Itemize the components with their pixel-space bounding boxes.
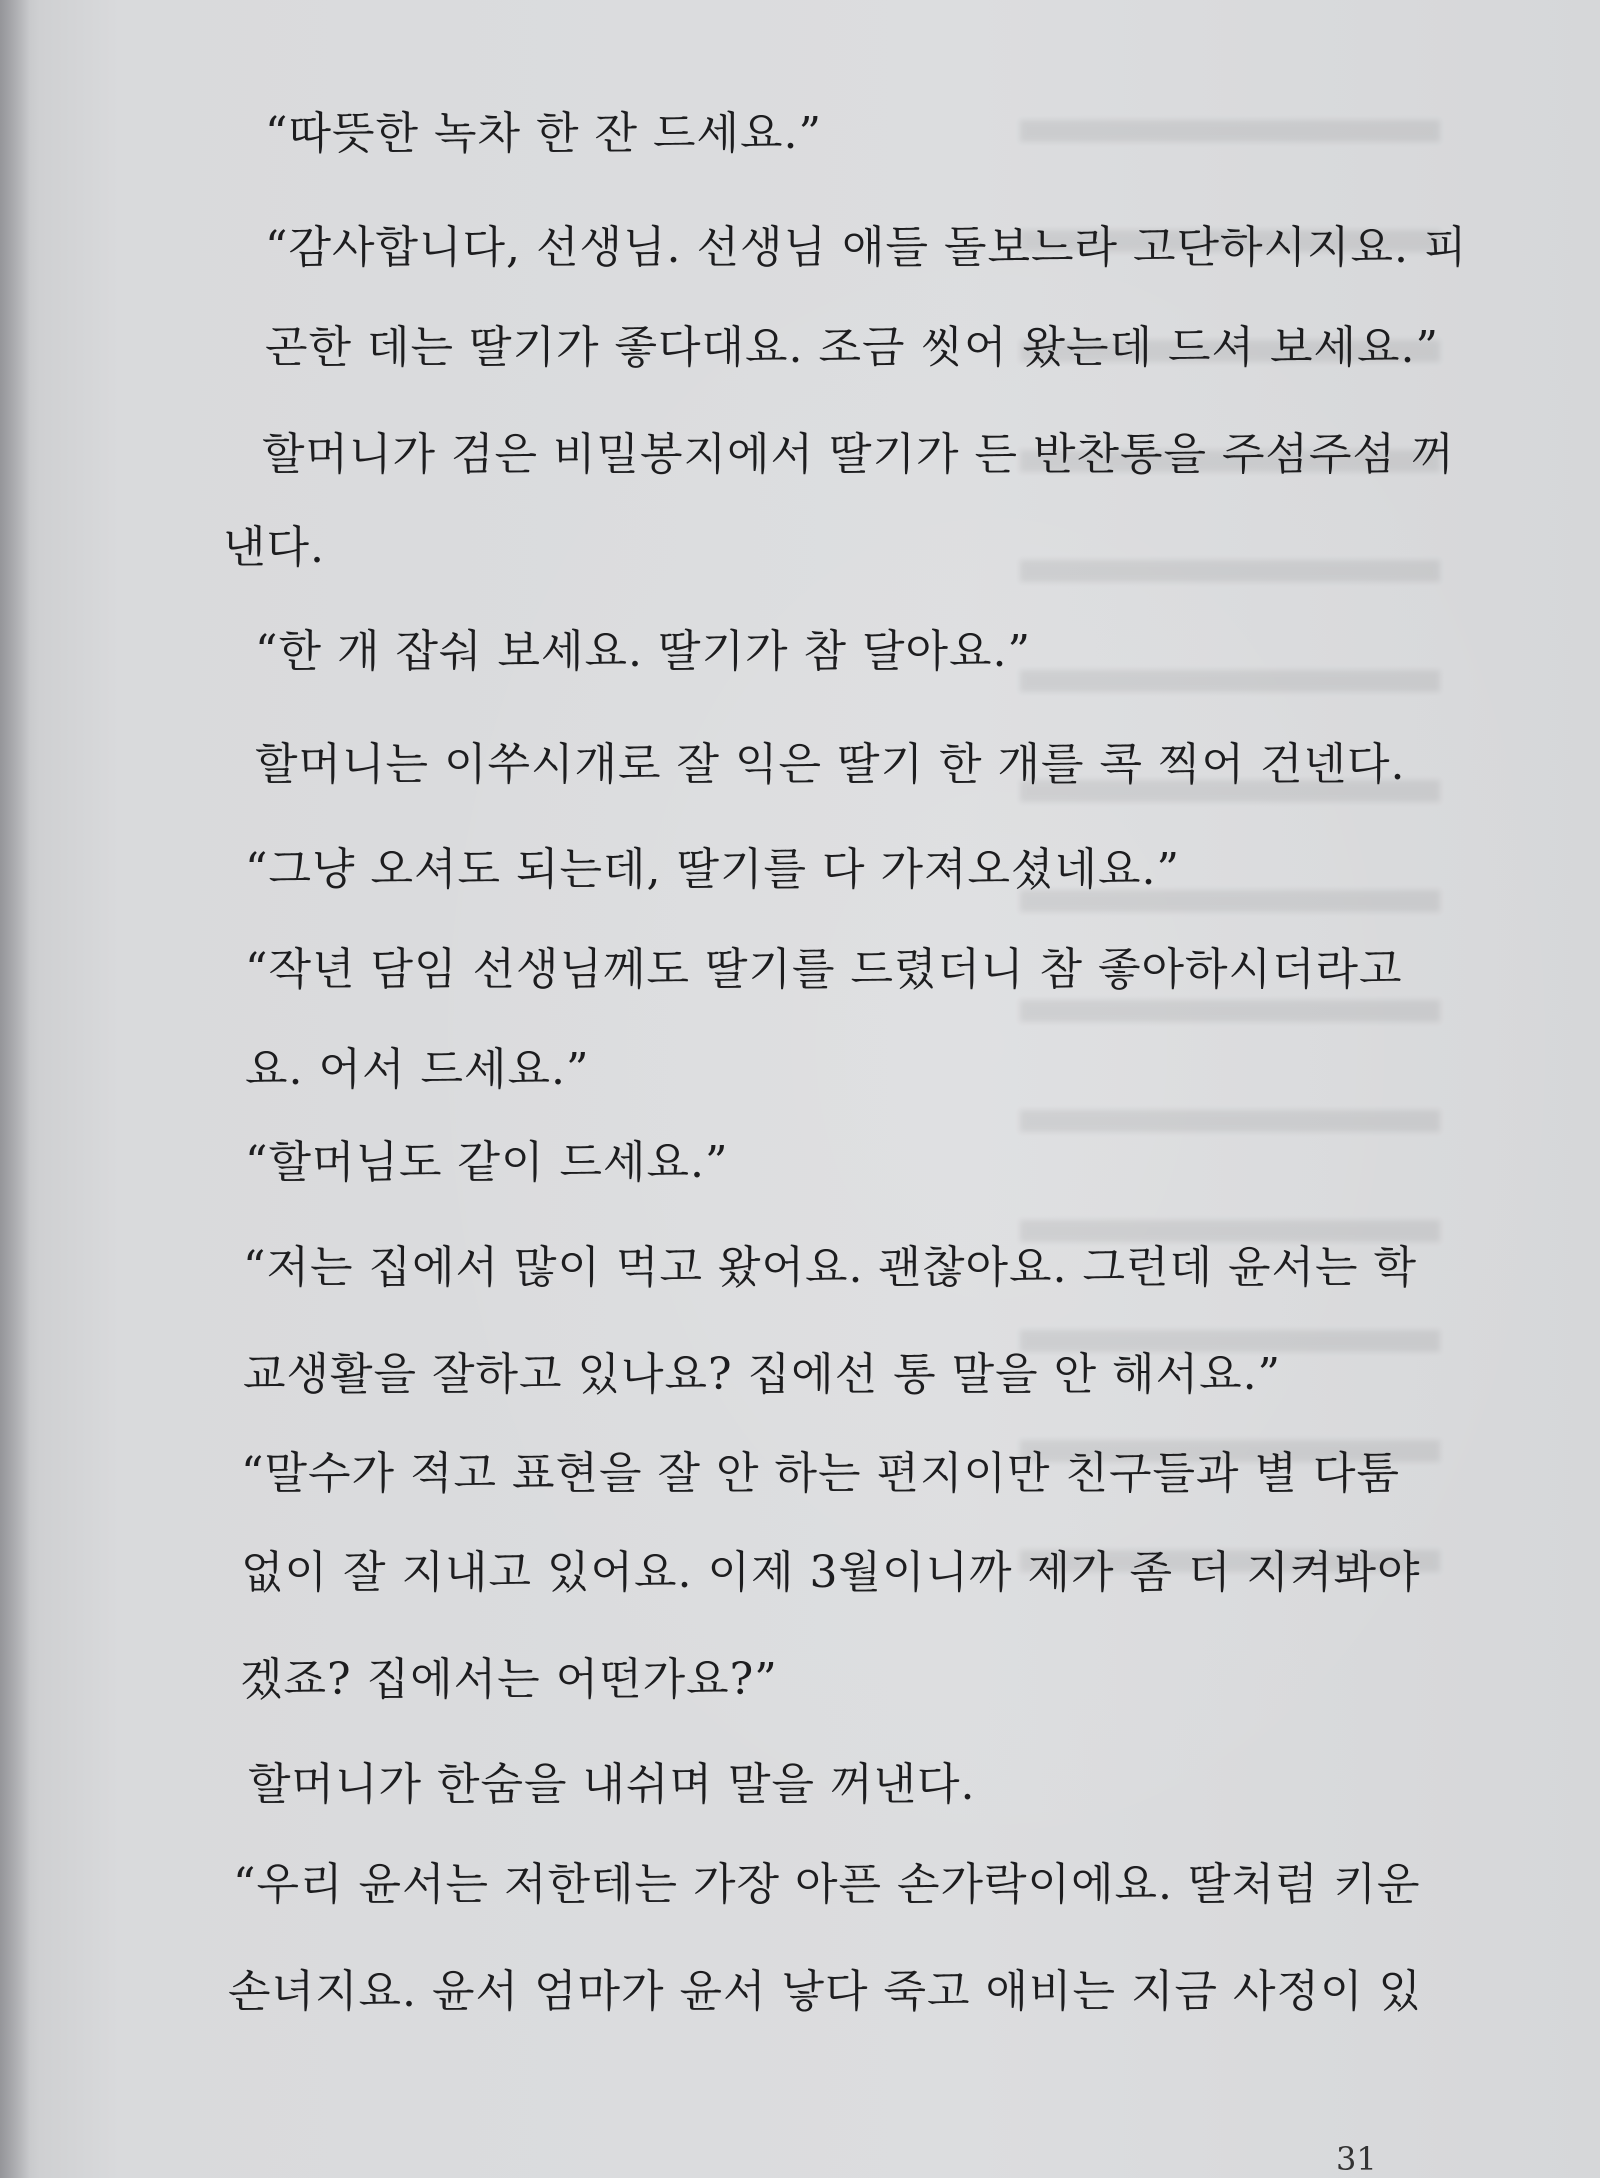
- text-line: “할머님도 같이 드세요.”: [245, 1137, 729, 1188]
- text-line: 할머니가 한숨을 내쉬며 말을 꺼낸다.: [248, 1759, 976, 1810]
- text-line: 할머니는 이쑤시개로 잘 익은 딸기 한 개를 콕 찍어 건넨다.: [255, 739, 1406, 790]
- text-line: 손녀지요. 윤서 엄마가 윤서 낳다 죽고 애비는 지금 사정이 있: [228, 1966, 1422, 2017]
- text-line: “따뜻한 녹차 한 잔 드세요.”: [265, 108, 822, 159]
- text-line: 없이 잘 지내고 있어요. 이제 3월이니까 제가 좀 더 지켜봐야: [241, 1547, 1421, 1598]
- text-line: 요. 어서 드세요.”: [245, 1044, 590, 1095]
- text-line: “말수가 적고 표현을 잘 안 하는 편지이만 친구들과 별 다툼: [241, 1448, 1400, 1499]
- text-line: 교생활을 잘하고 있나요? 집에선 통 말을 안 해서요.”: [243, 1349, 1282, 1400]
- text-line: “그냥 오셔도 되는데, 딸기를 다 가져오셨네요.”: [245, 844, 1180, 895]
- text-line: “작년 담임 선생님께도 딸기를 드렸더니 참 좋아하시더라고: [245, 944, 1403, 995]
- text-line: “한 개 잡숴 보세요. 딸기가 참 달아요.”: [255, 626, 1031, 677]
- text-line: 할머니가 검은 비밀봉지에서 딸기가 든 반찬통을 주섬주섬 꺼: [262, 429, 1455, 480]
- text-line: “감사합니다, 선생님. 선생님 애들 돌보느라 고단하시지요. 피: [265, 222, 1468, 273]
- text-line: “저는 집에서 많이 먹고 왔어요. 괜찮아요. 그런데 윤서는 학: [243, 1242, 1417, 1293]
- text-line: “우리 윤서는 저한테는 가장 아픈 손가락이에요. 딸처럼 키운: [233, 1859, 1421, 1910]
- text-line: 낸다.: [223, 522, 325, 573]
- text-line: 곤한 데는 딸기가 좋다대요. 조금 씻어 왔는데 드셔 보세요.”: [265, 322, 1439, 373]
- page-number: 31: [1336, 2140, 1377, 2178]
- text-line: 겠죠? 집에서는 어떤가요?”: [240, 1654, 778, 1705]
